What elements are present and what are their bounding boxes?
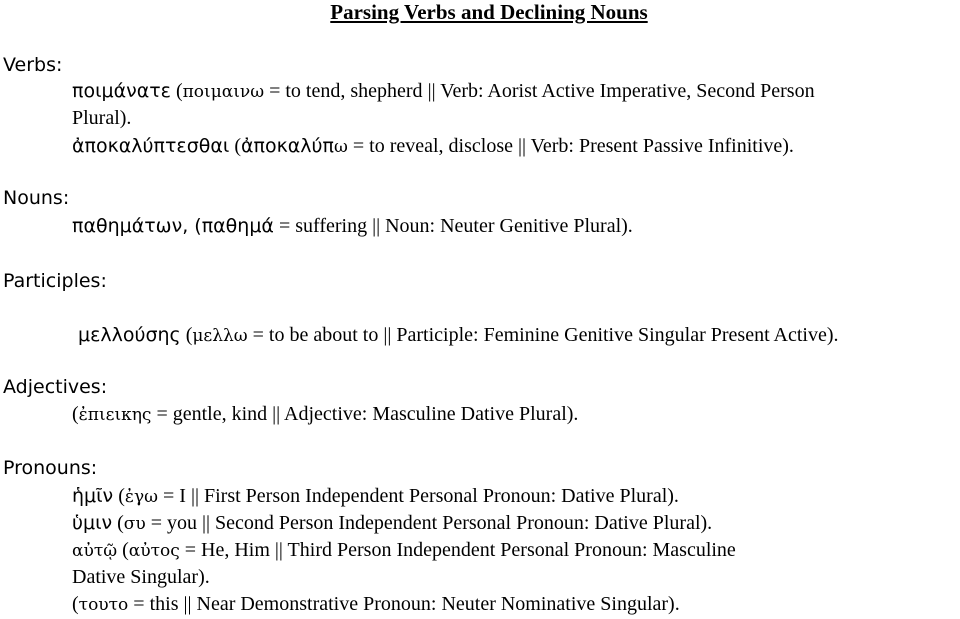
- parsing: Near Demonstrative Pronoun: Neuter Nominative Singular).: [191, 593, 680, 615]
- parsing: Verb: Present Passive Infinitive).: [526, 135, 794, 157]
- parsing: First Person Independent Personal Pronoun: Dative Plural).: [198, 485, 679, 507]
- section-heading-verbs: Verbs:: [3, 54, 63, 76]
- entry-auto-continued: Dative Singular).: [72, 566, 210, 588]
- parsing: Third Person Independent Personal Pronoun: Masculine: [282, 539, 736, 561]
- entry-pathematon: [72, 214, 633, 238]
- gloss: = He, Him: [179, 539, 275, 561]
- entry-mellouses: [78, 323, 839, 348]
- parsing: Noun: Neuter Genitive Plural).: [380, 215, 633, 237]
- parsing: Adjective: Masculine Dative Plural).: [280, 403, 579, 425]
- greek-word: ὑμιν: [72, 512, 113, 534]
- open-paren: (: [170, 80, 183, 102]
- separator: ||: [274, 539, 283, 561]
- greek-lemma: αὐτος: [128, 541, 180, 561]
- separator: ||: [183, 593, 192, 615]
- gloss: = to be about to: [247, 324, 384, 346]
- greek-lemma: ἀποκαλύπ: [241, 135, 334, 157]
- open-paren: (: [113, 485, 125, 507]
- entry-poimanate-continued: Plural).: [72, 107, 132, 129]
- greek-word: ποιμάνατε: [72, 80, 171, 102]
- gloss: = to reveal, disclose: [347, 135, 518, 157]
- section-heading-pronouns: Pronouns:: [3, 457, 98, 479]
- separator: ||: [518, 135, 527, 157]
- greek-lemma: ποιμαινω: [182, 82, 265, 102]
- greek-lemma: ἐγω: [124, 487, 159, 507]
- gloss: = I: [158, 485, 191, 507]
- entry-epieikes: [72, 402, 578, 427]
- open-paren: (: [72, 593, 79, 615]
- open-paren: (: [180, 324, 193, 346]
- separator: ||: [427, 80, 436, 102]
- greek-lemma: μελλω: [192, 326, 248, 346]
- page-title: Parsing Verbs and Declining Nouns: [330, 0, 648, 24]
- open-paren: (: [72, 403, 79, 425]
- greek-lemma: ἐπιεικης: [78, 405, 152, 425]
- gloss: = suffering: [273, 215, 373, 237]
- greek-lemma: τουτο: [78, 595, 129, 615]
- entry-apokalyptesthai: [72, 134, 794, 159]
- greek-lemma-ending: ω: [334, 137, 348, 157]
- open-paren: (: [229, 135, 241, 157]
- separator: ||: [272, 403, 281, 425]
- separator: ||: [202, 512, 211, 534]
- section-heading-participles: Participles:: [3, 270, 107, 292]
- gloss: = this: [128, 593, 184, 615]
- entry-poimanate: [72, 79, 815, 104]
- separator: ||: [372, 215, 381, 237]
- gloss: = you: [145, 512, 203, 534]
- section-heading-adjectives: Adjectives:: [3, 376, 108, 398]
- greek-word: ἡμῖν: [72, 485, 114, 507]
- greek-word: ἀποκαλύπτεσθαι: [72, 135, 230, 157]
- greek-word: παθημάτων, (παθημά: [72, 215, 274, 237]
- gloss: = gentle, kind: [151, 403, 273, 425]
- greek-word: αὐτῷ: [72, 541, 118, 561]
- gloss: = to tend, shepherd: [264, 80, 428, 102]
- entry-hymin: [72, 511, 712, 536]
- greek-lemma: συ: [123, 514, 146, 534]
- entry-auto: [72, 538, 736, 563]
- section-heading-nouns: Nouns:: [3, 187, 70, 209]
- entry-touto: [72, 592, 680, 617]
- open-paren: (: [117, 539, 129, 561]
- greek-word: μελλούσης: [78, 324, 181, 346]
- open-paren: (: [112, 512, 124, 534]
- parsing: Second Person Independent Personal Pronoun: Dative Plural).: [210, 512, 713, 534]
- parsing: Verb: Aorist Active Imperative, Second Person: [435, 80, 815, 102]
- separator: ||: [190, 485, 199, 507]
- parsing: Participle: Feminine Genitive Singular Present Active).: [391, 324, 839, 346]
- entry-hemin: [72, 484, 679, 509]
- separator: ||: [383, 324, 392, 346]
